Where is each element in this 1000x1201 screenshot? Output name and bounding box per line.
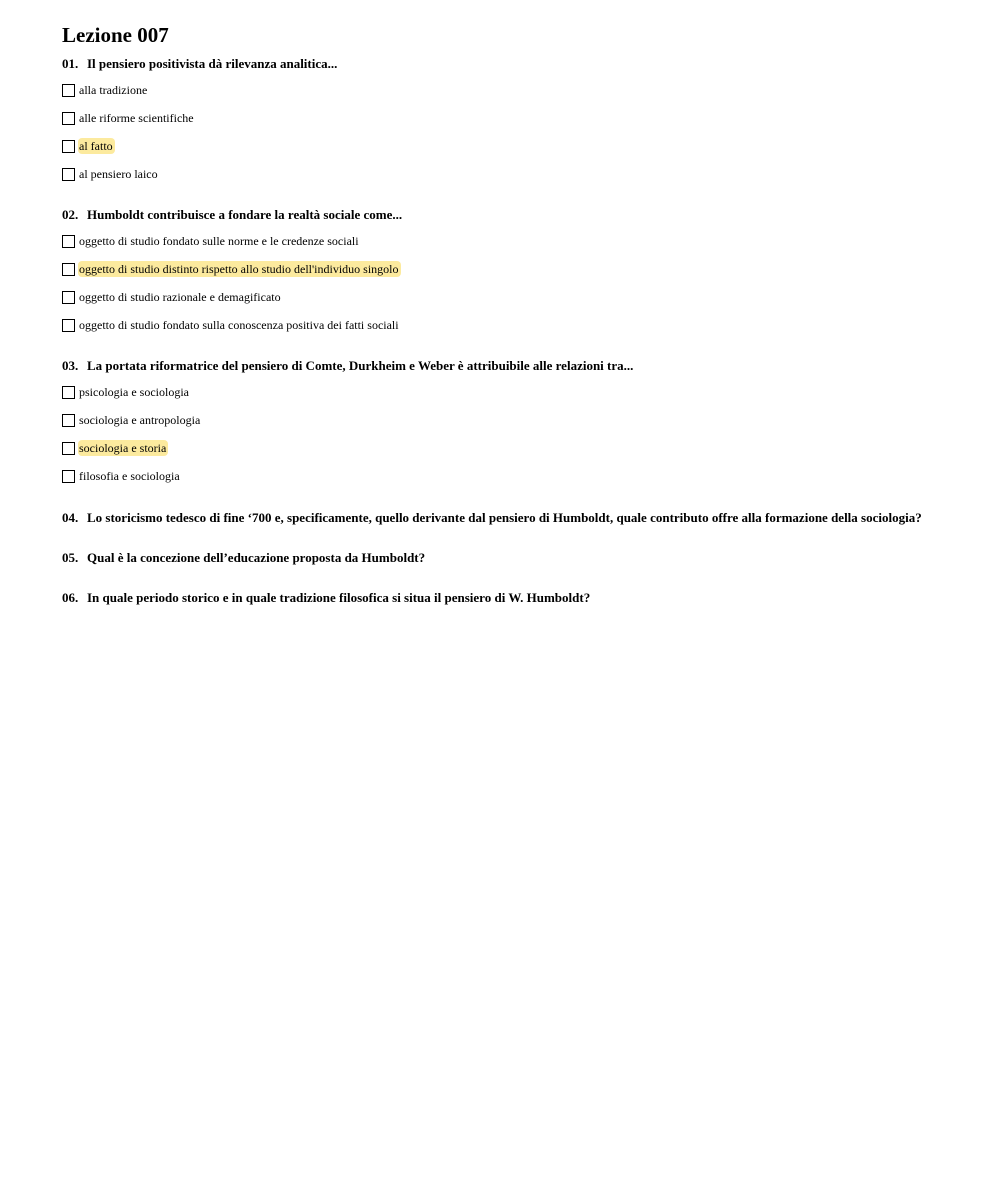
- question-05: [62, 550, 962, 566]
- question-number: 02.: [62, 207, 79, 222]
- lesson-title: Lezione 007: [62, 23, 169, 47]
- answer-option-text: sociologia e antropologia: [79, 413, 201, 427]
- question-01: [62, 56, 962, 194]
- answer-option-text: oggetto di studio fondato sulla conoscenza positiva dei fatti sociali: [79, 318, 399, 332]
- answer-option[interactable]: [62, 468, 962, 484]
- question-text: Il pensiero positivista dà rilevanza analitica...: [87, 56, 338, 71]
- answer-option-text-highlighted: oggetto di studio distinto rispetto allo studio dell'individuo singolo: [79, 262, 399, 276]
- checkbox-icon[interactable]: [62, 319, 75, 332]
- answer-option-highlighted[interactable]: [62, 261, 962, 277]
- answer-option[interactable]: [62, 289, 962, 305]
- question-text: In quale periodo storico e in quale tradizione filosofica si situa il pensiero di W. Humboldt?: [87, 590, 591, 605]
- answer-option[interactable]: [62, 412, 962, 428]
- question-number: 01.: [62, 56, 79, 71]
- checkbox-icon[interactable]: [62, 414, 75, 427]
- checkbox-icon[interactable]: [62, 84, 75, 97]
- answer-option-text-highlighted: al fatto: [79, 139, 113, 153]
- question-heading: [62, 550, 962, 566]
- answer-options: [62, 384, 962, 484]
- checkbox-icon[interactable]: [62, 263, 75, 276]
- question-text: La portata riformatrice del pensiero di Comte, Durkheim e Weber è attribuibile alle relazioni tra...: [87, 358, 634, 373]
- answer-option-text: oggetto di studio razionale e demagificato: [79, 290, 281, 304]
- answer-option-text: al pensiero laico: [79, 167, 158, 181]
- checkbox-icon[interactable]: [62, 470, 75, 483]
- question-04: [62, 510, 962, 526]
- answer-option[interactable]: [62, 110, 962, 126]
- checkbox-icon[interactable]: [62, 386, 75, 399]
- answer-options: [62, 233, 962, 333]
- checkbox-icon[interactable]: [62, 140, 75, 153]
- answer-option[interactable]: [62, 317, 962, 333]
- question-number: 04.: [62, 510, 79, 525]
- checkbox-icon[interactable]: [62, 442, 75, 455]
- answer-option[interactable]: [62, 384, 962, 400]
- answer-option-highlighted[interactable]: [62, 138, 962, 154]
- question-06: [62, 590, 962, 606]
- question-number: 03.: [62, 358, 79, 373]
- checkbox-icon[interactable]: [62, 235, 75, 248]
- answer-option-text: alla tradizione: [79, 83, 148, 97]
- answer-option-text: filosofia e sociologia: [79, 469, 180, 483]
- answer-option-highlighted[interactable]: [62, 440, 962, 456]
- answer-option-text: psicologia e sociologia: [79, 385, 189, 399]
- checkbox-icon[interactable]: [62, 112, 75, 125]
- answer-option-text: oggetto di studio fondato sulle norme e le credenze sociali: [79, 234, 359, 248]
- answer-option-text: alle riforme scientifiche: [79, 111, 194, 125]
- question-heading: [62, 358, 962, 374]
- question-text: Humboldt contribuisce a fondare la realtà sociale come...: [87, 207, 403, 222]
- question-03: [62, 358, 962, 496]
- question-heading: [62, 56, 962, 72]
- question-number: 06.: [62, 590, 79, 605]
- question-number: 05.: [62, 550, 79, 565]
- question-02: [62, 207, 962, 345]
- question-text: Lo storicismo tedesco di fine ‘700 e, specificamente, quello derivante dal pensiero di Humboldt, quale contributo offre alla formazione della sociologia?: [87, 510, 922, 525]
- question-heading: [62, 590, 962, 606]
- answer-options: [62, 82, 962, 182]
- question-heading: [62, 510, 962, 526]
- checkbox-icon[interactable]: [62, 291, 75, 304]
- question-heading: [62, 207, 962, 223]
- answer-option[interactable]: [62, 166, 962, 182]
- answer-option[interactable]: [62, 82, 962, 98]
- answer-option[interactable]: [62, 233, 962, 249]
- checkbox-icon[interactable]: [62, 168, 75, 181]
- answer-option-text-highlighted: sociologia e storia: [79, 441, 167, 455]
- question-text: Qual è la concezione dell’educazione proposta da Humboldt?: [87, 550, 426, 565]
